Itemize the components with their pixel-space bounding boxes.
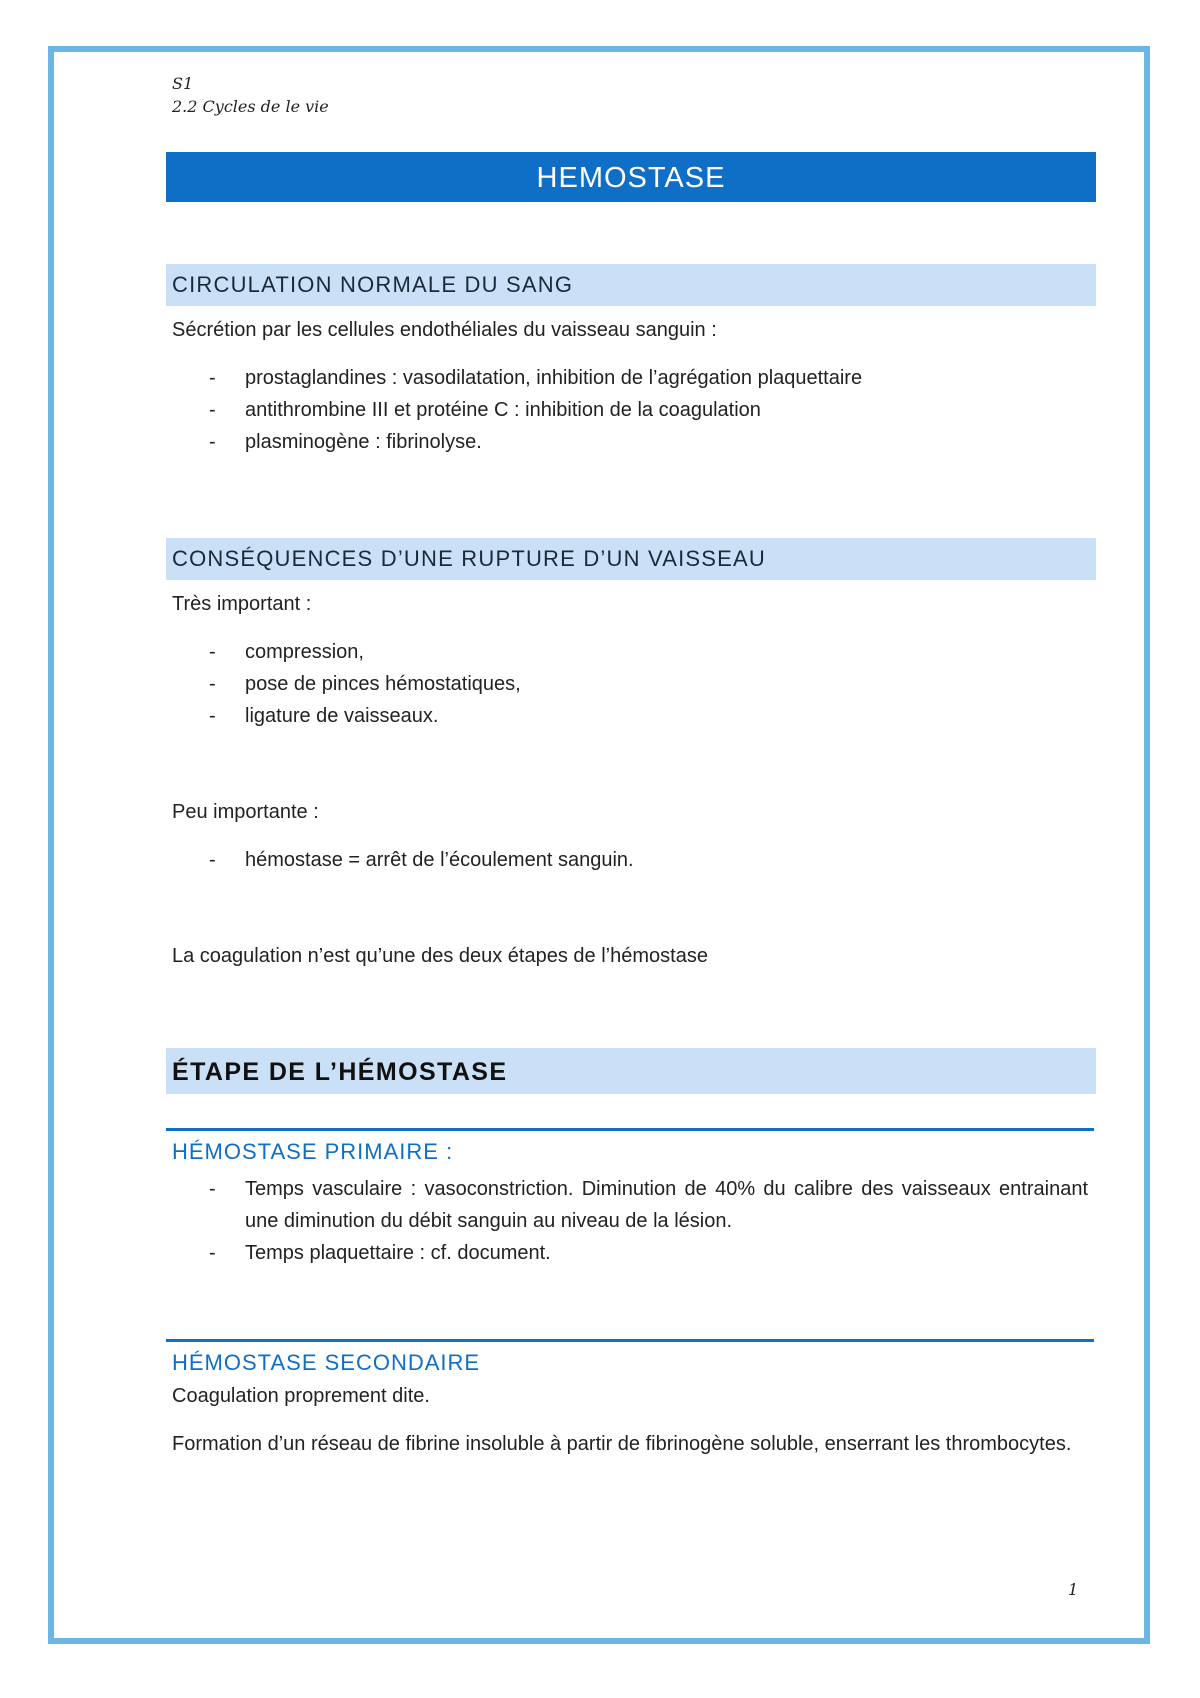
section-heading-circulation: CIRCULATION NORMALE DU SANG <box>166 264 1096 306</box>
list-item-text: prostaglandines : vasodilatation, inhibition de l’agrégation plaquettaire <box>245 367 863 389</box>
page-number: 1 <box>1068 1580 1079 1599</box>
list-item-text: plasminogène : fibrinolyse. <box>245 431 482 453</box>
list-item <box>166 668 1088 700</box>
document-page <box>166 72 1096 1460</box>
secondaire-para-2: Formation d’un réseau de fibrine insoluble à partir de fibrinogène soluble, enserrant les thrombocytes. <box>172 1433 1072 1455</box>
list-item-text: compression, <box>245 641 364 663</box>
list-item <box>166 844 1088 876</box>
list-dash: - <box>209 1242 216 1264</box>
primaire-list <box>166 1173 1096 1269</box>
consequences-important-list <box>166 636 1096 732</box>
document-title: HEMOSTASE <box>166 152 1096 202</box>
consequences-important-intro: Très important : <box>172 593 312 615</box>
secondaire-para-1: Coagulation proprement dite. <box>172 1385 430 1407</box>
consequences-minor-list <box>166 844 1096 876</box>
list-dash: - <box>209 705 216 727</box>
list-item-text: ligature de vaisseaux. <box>245 705 439 727</box>
list-item-text: Temps vasculaire : vasoconstriction. Diminution de 40% du calibre des vaisseaux entrainant une diminution du débit sanguin au niveau de la lésion. <box>245 1178 1088 1232</box>
subheading-hemostase-primaire: HÉMOSTASE PRIMAIRE : <box>166 1128 1094 1169</box>
coagulation-note: La coagulation n’est qu’une des deux étapes de l’hémostase <box>172 945 708 967</box>
list-dash: - <box>209 849 216 871</box>
list-item-text: pose de pinces hémostatiques, <box>245 673 521 695</box>
list-item <box>166 426 1088 458</box>
list-item-text: Temps plaquettaire : cf. document. <box>245 1242 551 1264</box>
subheading-hemostase-secondaire: HÉMOSTASE SECONDAIRE <box>166 1339 1094 1380</box>
circulation-intro: Sécrétion par les cellules endothéliales du vaisseau sanguin : <box>172 319 717 341</box>
list-dash: - <box>209 367 216 389</box>
section-heading-etape: ÉTAPE DE L’HÉMOSTASE <box>166 1048 1096 1094</box>
consequences-minor-intro: Peu importante : <box>172 801 319 823</box>
header-chapter: 2.2 Cycles de le vie <box>172 97 329 116</box>
list-item <box>166 700 1088 732</box>
list-item-text: hémostase = arrêt de l’écoulement sanguin. <box>245 849 634 871</box>
list-item <box>166 1173 1088 1237</box>
list-dash: - <box>209 431 216 453</box>
list-item <box>166 362 1088 394</box>
list-dash: - <box>209 1178 216 1200</box>
section-heading-consequences: CONSÉQUENCES D’UNE RUPTURE D’UN VAISSEAU <box>166 538 1096 580</box>
list-item <box>166 636 1088 668</box>
list-dash: - <box>209 641 216 663</box>
header-course: S1 <box>172 74 194 93</box>
list-item <box>166 394 1088 426</box>
list-dash: - <box>209 673 216 695</box>
circulation-list <box>166 362 1096 458</box>
list-item-text: antithrombine III et protéine C : inhibition de la coagulation <box>245 399 761 421</box>
list-item <box>166 1237 1088 1269</box>
list-dash: - <box>209 399 216 421</box>
